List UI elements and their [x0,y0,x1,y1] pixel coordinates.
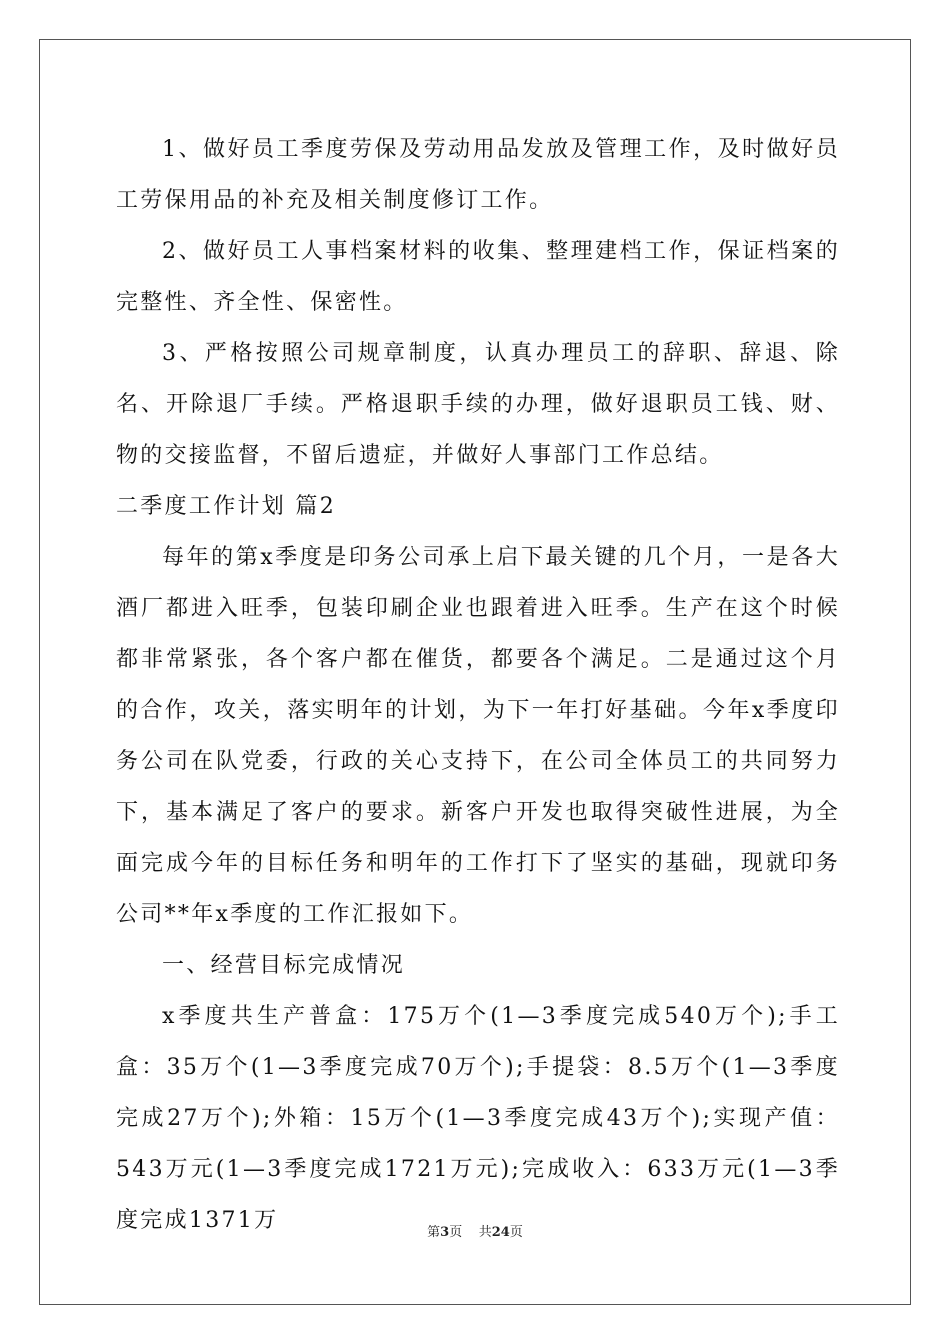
paragraph: 1、做好员工季度劳保及劳动用品发放及管理工作，及时做好员工劳保用品的补充及相关制度修订工作。 [116,137,840,213]
page-footer [0,1221,950,1240]
paragraph: 3、严格按照公司规章制度，认真办理员工的辞职、辞退、除名、开除退厂手续。严格退职手续的办理，做好退职员工钱、财、物的交接监督，不留后遗症，并做好人事部门工作总结。 [116,341,840,468]
paragraph: x季度共生产普盒：175万个(1—3季度完成540万个);手工盒：35万个(1—3季度完成70万个);手提袋：8.5万个(1—3季度完成27万个);外箱：15万个(1—3季度完成43万个);实现产值：543万元(1—3季度完成1721万元);完成收入：633万元(1—3季度完成1371万 [116,1004,840,1233]
total-pages: 24 [491,1225,510,1240]
section-heading: 二季度工作计划 篇2 [116,494,336,519]
paragraph: 2、做好员工人事档案材料的收集、整理建档工作，保证档案的完整性、齐全性、保密性。 [116,239,840,315]
page-label: 第3页 [427,1225,463,1240]
page-number: 3 [440,1225,450,1240]
subsection-heading: 一、经营目标完成情况 [162,953,406,978]
document-body [116,124,840,1246]
paragraph: 每年的第x季度是印务公司承上启下最关键的几个月，一是各大酒厂都进入旺季，包装印刷企业也跟着进入旺季。生产在这个时候都非常紧张，各个客户都在催货，都要各个满足。二是通过这个月的合作，攻关，落实明年的计划，为下一年打好基础。今年x季度印务公司在队党委，行政的关心支持下，在公司全体员工的共同努力下，基本满足了客户的要求。新客户开发也取得突破性进展，为全面完成今年的目标任务和明年的工作打下了坚实的基础，现就印务公司**年x季度的工作汇报如下。 [116,545,840,927]
total-pages-label: 共24页 [478,1225,523,1240]
